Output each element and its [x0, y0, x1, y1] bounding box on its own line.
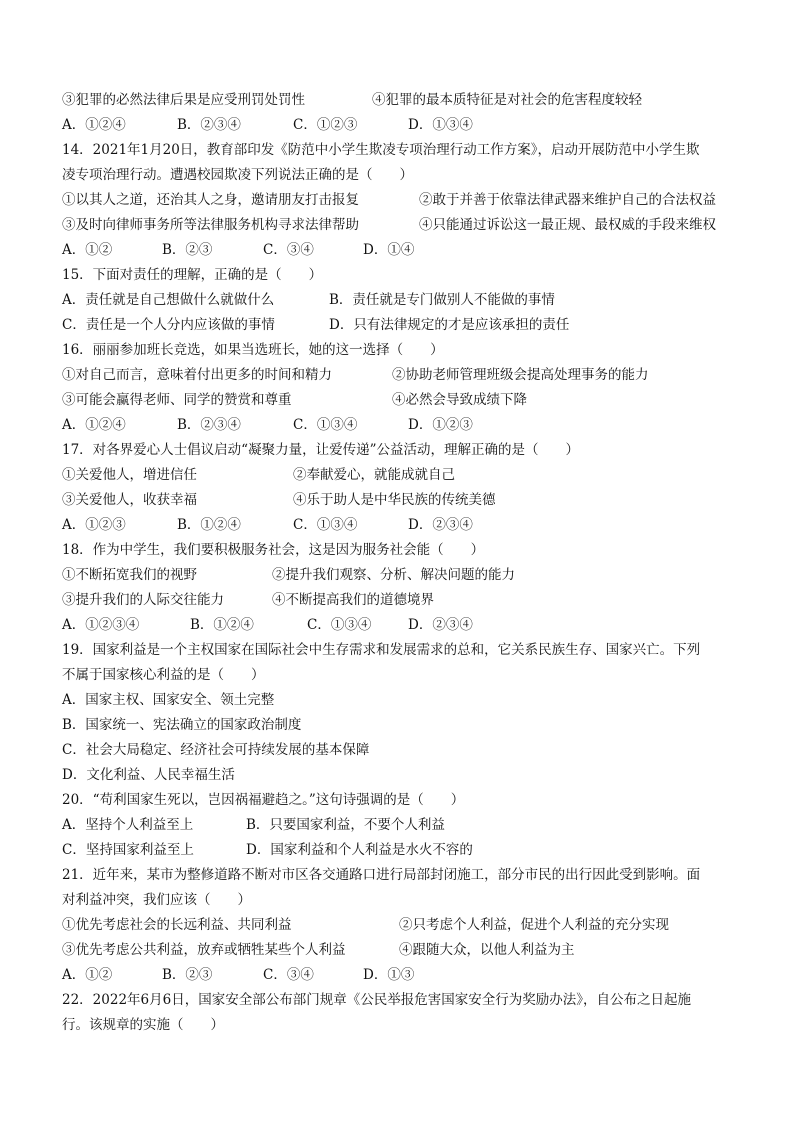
q15-stem: [62, 263, 732, 288]
q19-option-b-row: [62, 713, 732, 738]
q16-option-1: ①对自己而言，意味着付出更多的时间和精力: [62, 367, 332, 383]
q15-option-b: B．责任就是专门做别人不能做的事情: [329, 292, 555, 308]
q14-choice-a: A．①②: [62, 242, 113, 258]
q15-options-row-1: [62, 288, 732, 313]
q19-option-d-row: [62, 763, 732, 788]
q13-choice-c: C．①②③: [293, 117, 358, 133]
q19-option-a-row: [62, 688, 732, 713]
q20-stem-text: 20．“苟利国家生死以，岂因祸福避趋之。”这句诗强调的是（ ）: [62, 792, 465, 808]
q14-stem-text-2: 凌专项治理行动。遭遇校园欺凌下列说法正确的是（ ）: [62, 167, 413, 183]
q19-stem-line1: [62, 638, 732, 663]
q15-stem-text: 15．下面对责任的理解，正确的是（ ）: [62, 267, 323, 283]
q15-options-row-2: [62, 313, 732, 338]
q22-stem-line1: [62, 988, 732, 1013]
exam-page: [62, 88, 732, 1038]
q16-stem: [62, 338, 732, 363]
q19-stem-line2: [62, 663, 732, 688]
q18-option-2: ②提升我们观察、分析、解决问题的能力: [272, 567, 515, 583]
q21-choices-row: [62, 963, 732, 988]
q21-option-1: ①优先考虑社会的长远利益、共同利益: [62, 917, 292, 933]
q18-options-row-2: [62, 588, 732, 613]
q19-option-b: B．国家统一、宪法确立的国家政治制度: [62, 717, 302, 733]
q21-choice-a: A．①②: [62, 967, 113, 983]
q18-choice-d: D．②③④: [408, 617, 473, 633]
q18-choice-b: B．①②④: [190, 617, 254, 633]
q20-option-a: A．坚持个人利益至上: [62, 817, 194, 833]
q18-options-row-1: [62, 563, 732, 588]
q21-options-row-1: [62, 913, 732, 938]
q17-choice-b: B．①②④: [177, 517, 241, 533]
q20-option-b: B．只要国家利益，不要个人利益: [246, 817, 445, 833]
q18-choices-row: [62, 613, 732, 638]
q15-option-a: A．责任就是自己想做什么就做什么: [62, 292, 275, 308]
q17-option-4: ④乐于助人是中华民族的传统美德: [293, 492, 496, 508]
q20-stem: [62, 788, 732, 813]
q14-options-row-1: [62, 188, 732, 213]
q20-options-row-1: [62, 813, 732, 838]
q14-stem-line2: [62, 163, 732, 188]
q18-stem: [62, 538, 732, 563]
q21-choice-b: B．②③: [162, 967, 213, 983]
q14-option-1: ①以其人之道，还治其人之身，邀请朋友打击报复: [62, 192, 359, 208]
q13-choice-a: A．①②④: [62, 117, 126, 133]
q19-stem-text-1: 19．国家利益是一个主权国家在国际社会中生存需求和发展需求的总和，它关系民族生存、国家兴亡。下列: [62, 642, 701, 658]
q17-choice-a: A．①②③: [62, 517, 126, 533]
q16-options-row-2: [62, 388, 732, 413]
q22-stem-line2: [62, 1013, 732, 1038]
q17-choice-c: C．①③④: [293, 517, 358, 533]
q15-option-c: C．责任是一个人分内应该做的事情: [62, 317, 275, 333]
q21-stem-text-2: 对利益冲突，我们应该（ ）: [62, 892, 251, 908]
q14-choice-d: D．①④: [363, 242, 415, 258]
q13-choices-row: [62, 113, 732, 138]
q21-choice-c: C．③④: [263, 967, 314, 983]
q17-options-row-1: [62, 463, 732, 488]
q14-choice-b: B．②③: [162, 242, 213, 258]
q13-option-3: ③犯罪的必然法律后果是应受刑罚处罚性: [62, 92, 305, 108]
q21-stem-line1: [62, 863, 732, 888]
q19-option-d: D．文化利益、人民幸福生活: [62, 767, 235, 783]
q16-options-row-1: [62, 363, 732, 388]
q17-choices-row: [62, 513, 732, 538]
q16-choices-row: [62, 413, 732, 438]
q14-choice-c: C．③④: [263, 242, 314, 258]
q18-choice-a: A．①②③④: [62, 617, 140, 633]
q16-choice-b: B．②③④: [177, 417, 241, 433]
q21-choice-d: D．①③: [363, 967, 415, 983]
q16-option-4: ④必然会导致成绩下降: [392, 392, 527, 408]
q16-choice-c: C．①③④: [293, 417, 358, 433]
q21-option-2: ②只考虑个人利益，促进个人利益的充分实现: [399, 917, 669, 933]
q16-choice-a: A．①②④: [62, 417, 126, 433]
q14-stem-text-1: 14．2021年1月20日，教育部印发《防范中小学生欺凌专项治理行动工作方案》，启动开展防范中小学生欺: [62, 142, 700, 158]
q17-choice-d: D．②③④: [408, 517, 473, 533]
q21-stem-text-1: 21．近年来，某市为整修道路不断对市区各交通路口进行局部封闭施工，部分市民的出行因此受到影响。面: [62, 867, 701, 883]
q20-option-c: C．坚持国家利益至上: [62, 842, 194, 858]
q16-stem-text: 16．丽丽参加班长竞选，如果当选班长，她的这一选择（ ）: [62, 342, 444, 358]
q21-stem-line2: [62, 888, 732, 913]
q17-options-row-2: [62, 488, 732, 513]
q18-option-4: ④不断提高我们的道德境界: [272, 592, 434, 608]
q17-stem-text: 17．对各界爱心人士倡议启动“凝聚力量，让爱传递”公益活动，理解正确的是（ ）: [62, 442, 579, 458]
q19-stem-text-2: 不属于国家核心利益的是（ ）: [62, 667, 265, 683]
q18-option-1: ①不断拓宽我们的视野: [62, 567, 197, 583]
q15-option-d: D．只有法律规定的才是应该承担的责任: [329, 317, 570, 333]
q16-option-2: ②协助老师管理班级会提高处理事务的能力: [392, 367, 649, 383]
q21-option-3: ③优先考虑公共利益，放弃或牺牲某些个人利益: [62, 942, 346, 958]
q14-option-3: ③及时向律师事务所等法律服务机构寻求法律帮助: [62, 217, 359, 233]
q19-option-c: C．社会大局稳定、经济社会可持续发展的基本保障: [62, 742, 370, 758]
q21-options-row-2: [62, 938, 732, 963]
q13-choice-d: D．①③④: [408, 117, 473, 133]
q17-option-3: ③关爱他人，收获幸福: [62, 492, 197, 508]
q19-option-c-row: [62, 738, 732, 763]
q22-stem-text-1: 22．2022年6月6日，国家安全部公布部门规章《公民举报危害国家安全行为奖励办法》，自公布之日起施: [62, 992, 691, 1008]
q17-option-2: ②奉献爱心，就能成就自己: [293, 467, 455, 483]
q16-choice-d: D．①②③: [408, 417, 473, 433]
q13-choice-b: B．②③④: [177, 117, 241, 133]
q13-options-row: [62, 88, 732, 113]
q14-options-row-2: [62, 213, 732, 238]
q18-stem-text: 18．作为中学生，我们要积极服务社会，这是因为服务社会能（ ）: [62, 542, 485, 558]
q21-option-4: ④跟随大众，以他人利益为主: [399, 942, 575, 958]
q18-option-3: ③提升我们的人际交往能力: [62, 592, 224, 608]
q14-choices-row: [62, 238, 732, 263]
q19-option-a: A．国家主权、国家安全、领土完整: [62, 692, 275, 708]
q17-option-1: ①关爱他人，增进信任: [62, 467, 197, 483]
q18-choice-c: C．①③④: [307, 617, 372, 633]
q14-option-4: ④只能通过诉讼这一最正规、最权威的手段来维权: [419, 217, 716, 233]
q17-stem: [62, 438, 732, 463]
q14-option-2: ②敢于并善于依靠法律武器来维护自己的合法权益: [419, 192, 716, 208]
q22-stem-text-2: 行。该规章的实施（ ）: [62, 1017, 224, 1033]
q14-stem-line1: [62, 138, 732, 163]
q20-option-d: D．国家利益和个人利益是水火不容的: [246, 842, 473, 858]
q16-option-3: ③可能会赢得老师、同学的赞赏和尊重: [62, 392, 292, 408]
q13-option-4: ④犯罪的最本质特征是对社会的危害程度较轻: [372, 92, 642, 108]
q20-options-row-2: [62, 838, 732, 863]
